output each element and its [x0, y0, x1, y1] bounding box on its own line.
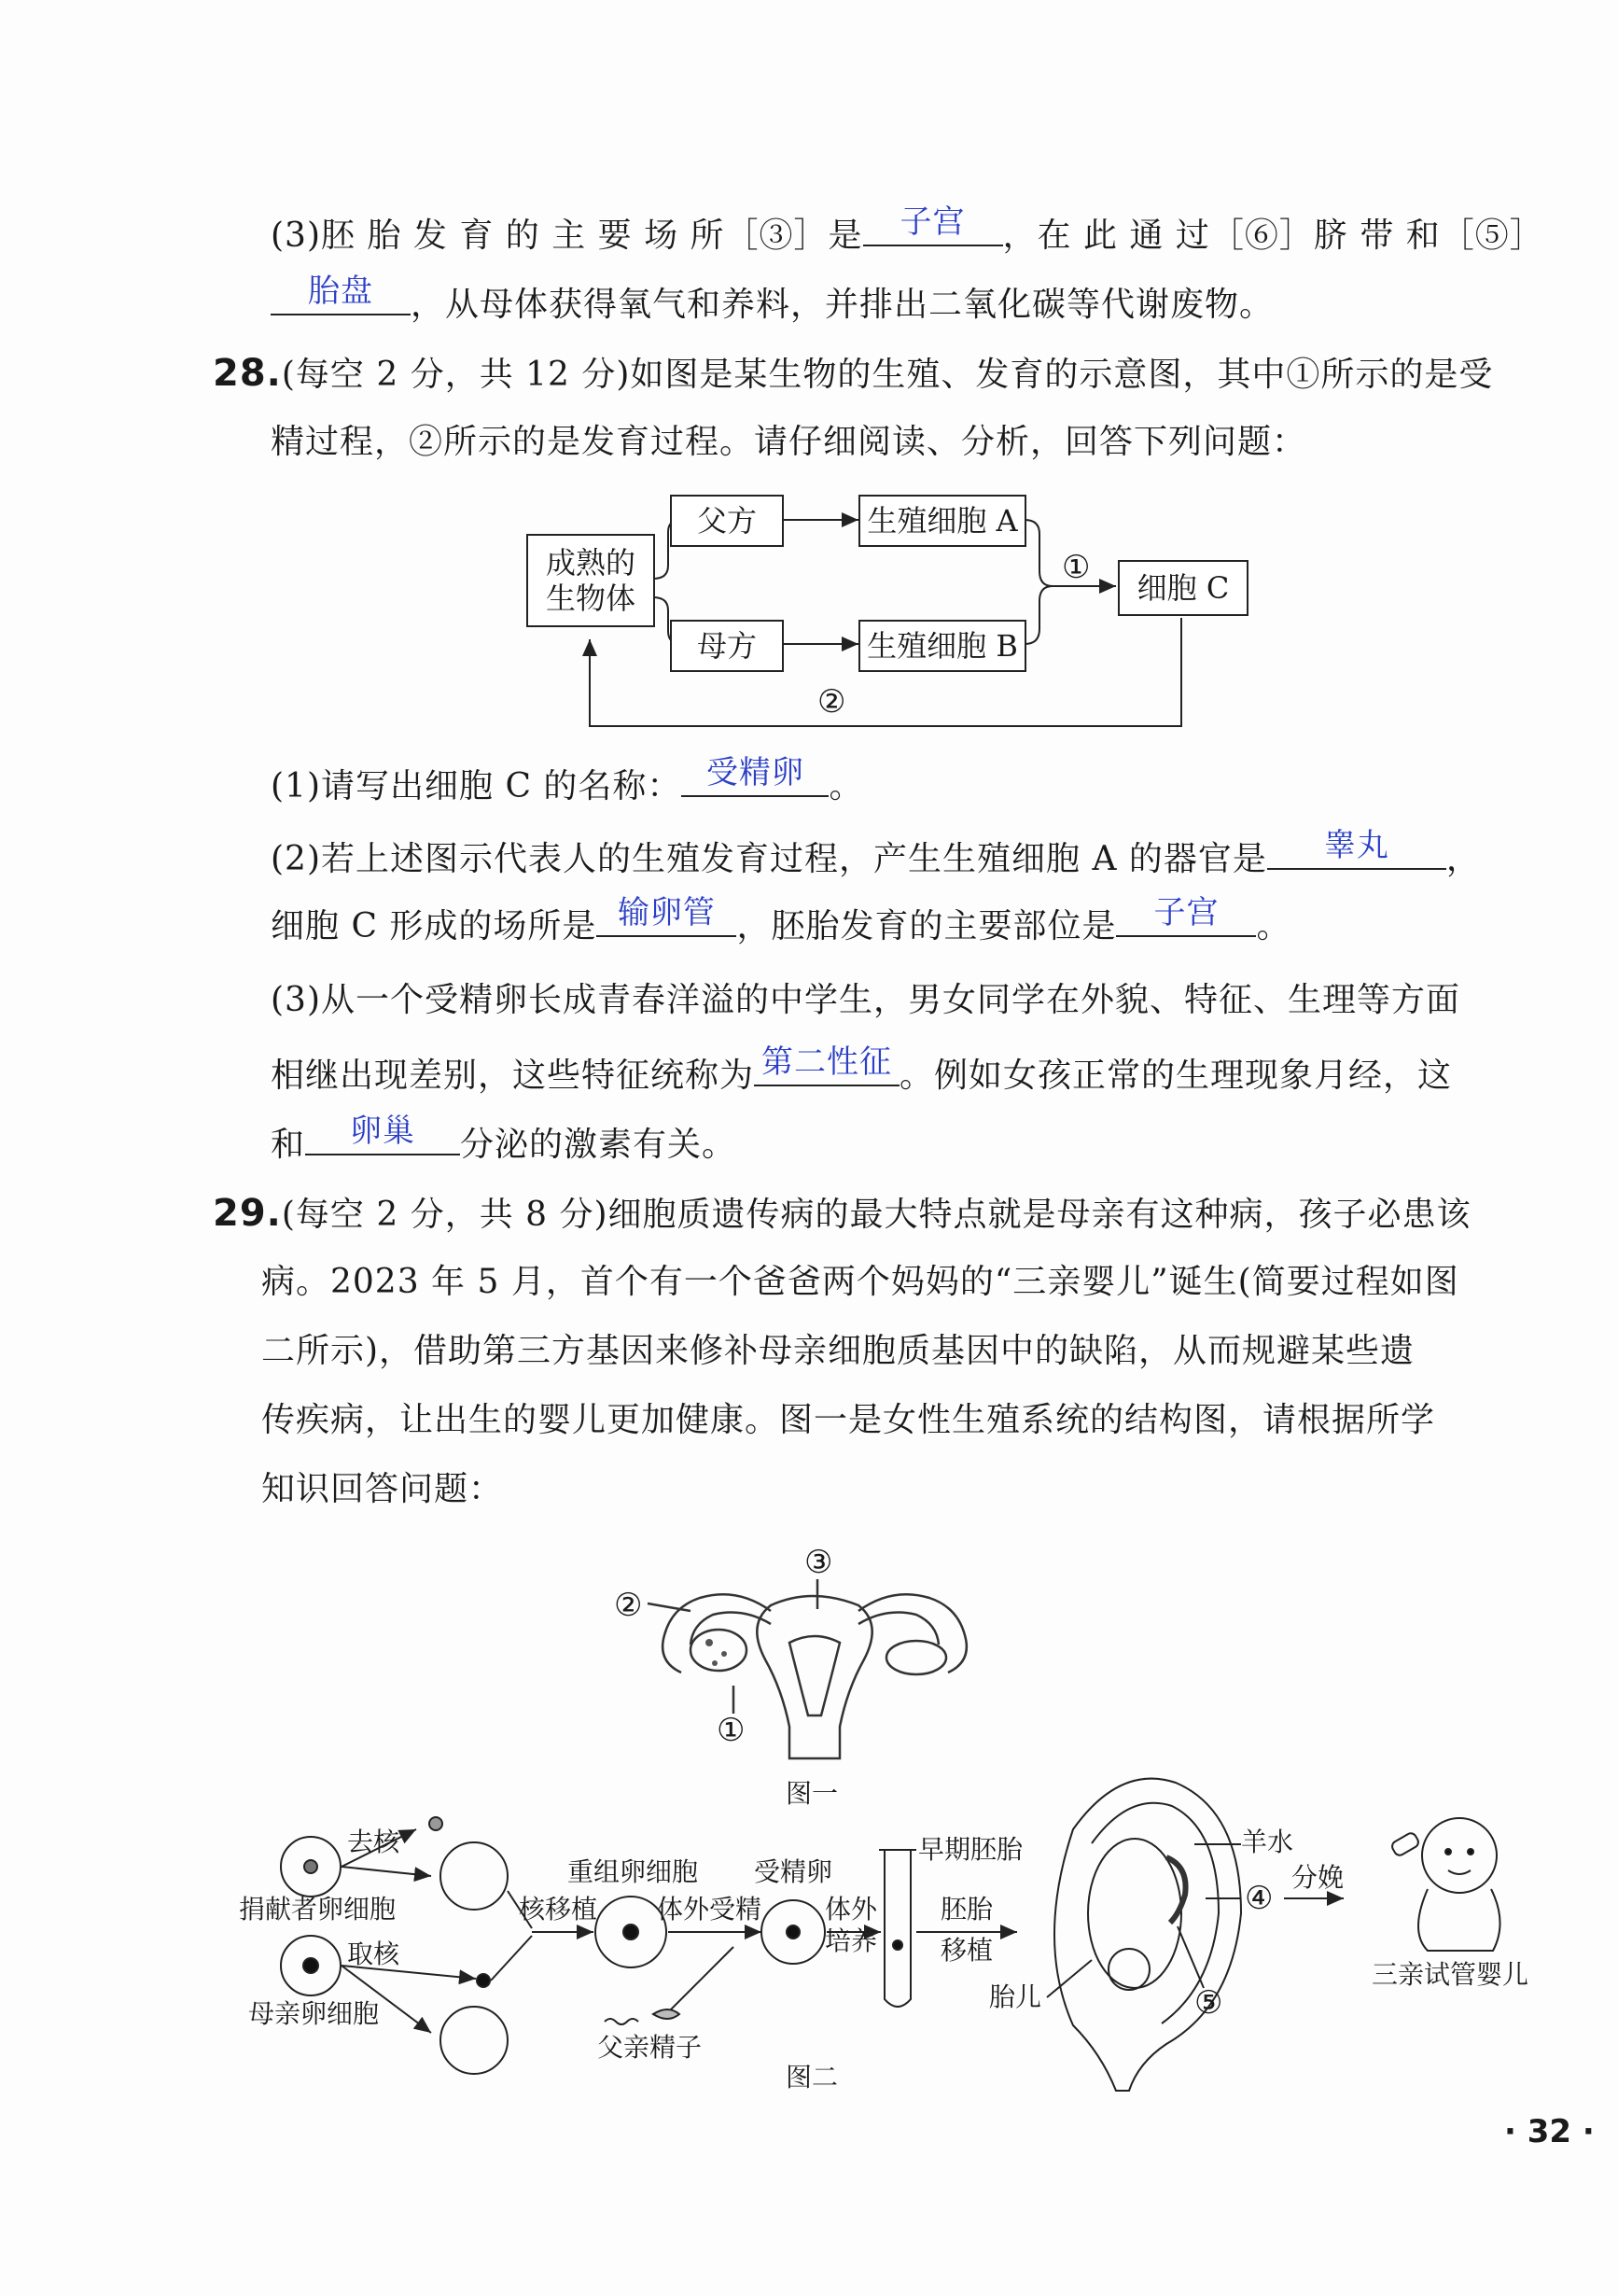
fig2-marker-4: ④	[1245, 1880, 1274, 1917]
fig2-take-nucleus-label: 取核	[347, 1939, 400, 1969]
diagram-cell-b-box: 生殖细胞 B	[858, 620, 1026, 672]
fig2-transfer-label-1: 胚胎	[941, 1894, 994, 1925]
q27-blank-placenta: 胎盘	[271, 276, 411, 315]
fig2-recombined-egg-label: 重组卵细胞	[567, 1856, 699, 1887]
diagram-father-box: 父方	[670, 495, 784, 547]
q27-line1: (3)胚 胎 发 育 的 主 要 场 所［③］是 子宫 ，在 此 通 过［⑥］脐 带 和［⑤］	[271, 203, 1544, 255]
q28-blank-3a: 第二性征	[754, 1047, 900, 1086]
diagram-step2-label: ②	[817, 683, 846, 721]
q27-blank-uterus: 子宫	[863, 207, 1003, 246]
page-number: · 32 ·	[1504, 2113, 1595, 2150]
fig2-caption: 图二	[786, 2062, 839, 2093]
q29-stem-line2: 病。2023 年 5 月，首个有一个爸爸两个妈妈的“三亲婴儿”诞生(简要过程如图	[261, 1263, 1459, 1301]
q28-sub3-line3: 和 卵巢 分泌的激素有关。	[271, 1113, 737, 1164]
diagram-cell-a-box: 生殖细胞 A	[858, 495, 1026, 547]
q28-stem-line1: 28.(每空 2 分，共 12 分)如图是某生物的生殖、发育的示意图，其中①所示的是受	[213, 352, 1494, 395]
fig2-father-sperm-label: 父亲精子	[597, 2032, 703, 2063]
fig2-culture-label-1: 体外	[825, 1894, 878, 1925]
q28-blank-2a: 睾丸	[1267, 831, 1446, 870]
q28-blank-3b: 卵巢	[305, 1116, 460, 1155]
diagram-cell-c-box: 细胞 C	[1118, 560, 1248, 616]
fig2-baby-label: 三亲试管婴儿	[1372, 1959, 1529, 1990]
fig2-donor-egg-label: 捐献者卵细胞	[239, 1894, 397, 1925]
q29-stem-line1: 29.(每空 2 分，共 8 分)细胞质遗传病的最大特点就是母亲有这种病，孩子必患该	[213, 1192, 1472, 1235]
q28-blank-2b: 输卵管	[596, 898, 736, 937]
q29-number: 29.	[213, 1192, 282, 1235]
q27-line2: 胎盘 ，从母体获得氧气和养料，并排出二氧化碳等代谢废物。	[271, 276, 1274, 328]
fig1-marker-3: ③	[804, 1544, 833, 1581]
fig2-ivf-label: 体外受精	[657, 1894, 762, 1925]
fig2-fetus-label: 胎儿	[989, 1981, 1042, 2012]
q28-blank-2c: 子宫	[1116, 898, 1256, 937]
fig1-marker-1: ①	[717, 1712, 746, 1749]
fig2-mother-egg-label: 母亲卵细胞	[248, 1998, 380, 2029]
fig2-remove-nucleus-label: 去核	[347, 1827, 400, 1857]
q28-sub1: (1)请写出细胞 C 的名称： 受精卵 。	[271, 754, 864, 805]
fig1-caption: 图一	[786, 1778, 839, 1809]
diagram-step1-label: ①	[1062, 549, 1091, 586]
q28-number: 28.	[213, 352, 282, 395]
fig2-culture-label-2: 培养	[825, 1925, 878, 1956]
q28-stem-line2: 精过程，②所示的是发育过程。请仔细阅读、分析，回答下列问题：	[271, 423, 1307, 461]
fig2-nuclear-transfer-label: 核移植	[519, 1894, 598, 1925]
q28-sub3-line2: 相继出现差别，这些特征统称为 第二性征 。例如女孩正常的生理现象月经，这	[271, 1043, 1453, 1095]
fig2-transfer-label-2: 移植	[941, 1935, 994, 1966]
fig2-amniotic-label: 羊水	[1241, 1827, 1294, 1857]
q28-sub3-line1: (3)从一个受精卵长成青春洋溢的中学生，男女同学在外貌、特征、生理等方面	[271, 981, 1460, 1019]
fig2-marker-5: ⑤	[1194, 1984, 1223, 2022]
fig2-birth-label: 分娩	[1291, 1862, 1345, 1893]
q29-stem-line4: 传疾病，让出生的婴儿更加健康。图一是女性生殖系统的结构图，请根据所学	[261, 1401, 1436, 1439]
fig2-early-embryo-label: 早期胚胎	[918, 1834, 1024, 1865]
q29-stem-line3: 二所示)，借助第三方基因来修补母亲细胞质基因中的缺陷，从而规避某些遗	[261, 1332, 1416, 1370]
q28-sub2-line2: 细胞 C 形成的场所是 输卵管 ，胚胎发育的主要部位是 子宫 。	[271, 894, 1291, 945]
q28-sub2-line1: (2)若上述图示代表人的生殖发育过程，产生生殖细胞 A 的器官是 睾丸 ，	[271, 827, 1481, 878]
diagram-mother-box: 母方	[670, 620, 784, 672]
fig2-fertilized-egg-label: 受精卵	[754, 1856, 833, 1887]
q28-blank-1: 受精卵	[681, 758, 829, 797]
diagram-organism-box: 成熟的生物体	[526, 534, 655, 627]
q29-stem-line5: 知识回答问题：	[261, 1470, 504, 1508]
fig1-marker-2: ②	[614, 1587, 643, 1624]
